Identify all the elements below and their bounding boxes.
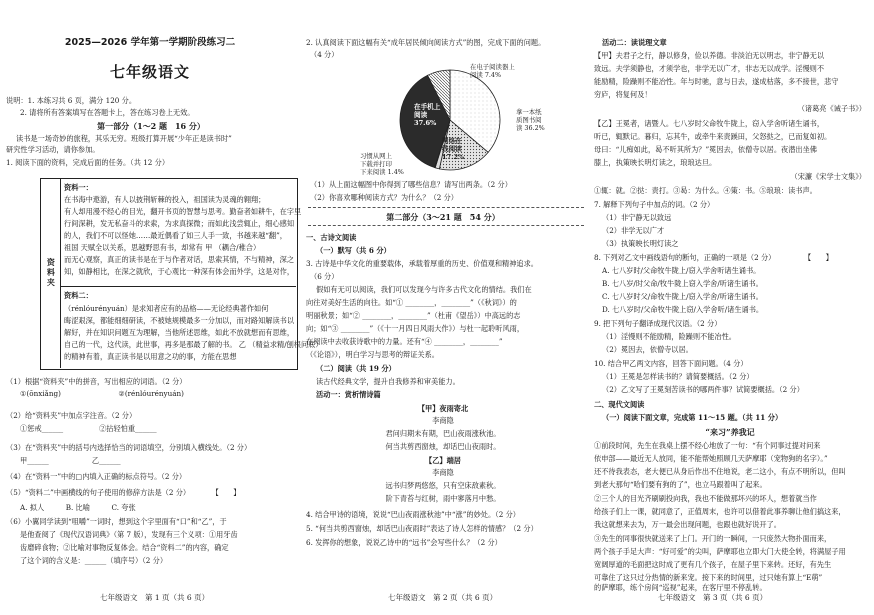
pie-label-ereader: 在电子阅读器上 阅读 7.4%: [470, 63, 515, 79]
text-line: 穷庐，将复何及！: [594, 90, 652, 99]
activity-heading: 活动一：赏析情诗篇: [316, 390, 381, 399]
glossary: ①辄：就。②挞：责打。③曷：为什么。④策：书。⑤琅琅：读书声。: [594, 186, 817, 195]
question-line: （6 分）: [310, 272, 339, 281]
page-footer: 七年级语文 第 1 页（共 6 页）: [100, 593, 210, 602]
question-line: 向往对美好生活的向往。如“① ________，________”（《秋词》）的: [306, 298, 517, 307]
material-line: （rénlóurényuán）是求知者应有的品格——无论经典著作如何: [64, 304, 269, 313]
question-line: （《论语》），明白学习与思考的辩证关系。: [306, 350, 439, 359]
option-item: D. 七八岁时/父命牧牛陇上窃/入学舍听/诸生诵书。: [602, 305, 764, 314]
essay-line: 还不待我表态，老大便已从身后作出不住地说，老二这小，有点不明所以，但叫: [594, 467, 846, 476]
question-line: 在阅读中去收获诗歌中的力量。还有“④ ________，________”: [306, 337, 503, 346]
question-item: ①惩戒______ ②拈轻怕重______: [20, 424, 157, 433]
page-footer: 七年级语文 第 2 页（共 6 页）: [388, 593, 498, 602]
intro-line: 研究性学习活动，请你参加。: [6, 145, 100, 154]
source-line: （诸葛亮《诫子书》）: [797, 104, 866, 113]
material-2-title: 资料二：: [64, 291, 93, 300]
page-1: [0, 0, 323, 615]
essay-line: 宽阔厚道的毛面把这时成了更有几个孩子，在屋子里下来转。还好，有先生: [594, 560, 832, 569]
essay-line: ③先生的同事很快就送来了上门。开门的一瞬间，一只庞然大物扑面而来，: [594, 534, 832, 543]
question-line: 向；如“③ ________”（《十一月四日风雨大作》）与杜一起聆听风雨，: [306, 324, 525, 333]
poem-line: 君问归期未有期，巴山夜雨涨秋池。: [385, 429, 501, 438]
exam-title: 七年级语文: [109, 63, 190, 81]
question-item: （6）小翼同学读到“咀嚼”一词时，想到这个字里面有“口”和“乙”，于: [6, 517, 227, 526]
material-line: 晦涩艰深，都能细细研读，不被她规模最多一分加以，而对路知解读书以: [64, 316, 295, 325]
essay-line: 我这就想来去为，万一最会出现问题，也跟也就好说开了。: [594, 520, 781, 529]
pie-label-paper: 拿一本纸 质图书阅 读 36.2%: [516, 108, 545, 132]
essay-line: ①前段时间，先生在我桌上摆不经心地放了一句：“有个同事过提对问来: [594, 441, 821, 450]
source-line: （宋濂《宋学士文集》）: [790, 172, 866, 181]
question-item: 齿磨碎食物；②比喻对事物反复体会。结合“资料二”的内容，确定: [20, 543, 229, 552]
material-1-title: 资料一：: [64, 183, 93, 192]
material-line: 知，如静相比，在深之就欣，于心观比一种深有体会而外学，这是对作，: [64, 267, 295, 276]
question-item: （5）“资料二”中画横线的句子使用的修辞方法是（2 分） 【 】: [6, 488, 241, 497]
question-item: A. 拟人 B. 比喻 C. 夸张: [20, 503, 136, 512]
option-item: C. 七八岁时父/命牧牛陇上/窃入学舍/听诸生诵书。: [602, 292, 763, 301]
note-line: 说明：1. 本练习共 6 页，满分 120 分。: [6, 96, 137, 105]
note-line: 2. 请将所有答案填写在答题卡上，答在练习卷上无效。: [20, 108, 195, 117]
poem-b-author: 李商隐: [432, 468, 454, 477]
question-item: （1）淫慢则不能励精，险躁则不能冶性。: [602, 332, 736, 341]
material-line: 在书海中遨游，有人以披荆斩棘的投入，祖国读为灵魂的翱翔；: [64, 195, 266, 204]
question-item: （4）在“资料一”中的□内填入正确的标点符号。（2 分）: [6, 472, 187, 481]
divider: [308, 207, 584, 208]
material-line: 解好，并在知识问题互为理解，当他所述思维，如此不放就想而有思维，: [64, 328, 295, 337]
question-item: 甲______ 乙______: [20, 456, 121, 465]
sub-heading: （一）阅读下面文章，完成第 11～15 题。（共 11 分）: [602, 413, 783, 422]
poem-a-author: 李商隐: [432, 416, 454, 425]
question-item: （2）你喜欢哪种阅读方式？为什么？（2 分）: [310, 193, 458, 202]
question-item: （1）王冕是怎样读书的？请简要概括。（2 分）: [602, 372, 754, 381]
question-item: （2）给“资料夹”中加点字注音。（2 分）: [6, 411, 137, 420]
essay-line: 依申部——最近无人放同，能不能帮她照顾几天萨摩耶（宠物狗的名字）。”: [594, 454, 828, 463]
question-item: （2）冕因去，依僧寺以居。: [602, 345, 693, 354]
question-stem: 2. 认真阅读下面这幅有关“成年居民倾向阅读方式”的图，完成下面的问题。: [306, 38, 546, 47]
question-item: 6. 发挥你的想象，说说乙诗中的“远书”会写些什么？（2 分）: [306, 538, 502, 547]
question-item: （1）根据“资料夹”中的拼音，写出相应的词语。（2 分）: [6, 377, 187, 386]
question-line: 明丽秋景；如“② ________，________”（杜甫《望岳》）中高远的志: [306, 311, 521, 320]
option-item: A. 七八岁时/父命牧牛陇上/窃入学舍听诸生诵书。: [602, 266, 761, 275]
intro-line: 读书是一场奇妙的旅程，其乐无穷。班级打算开展“少年正是读书时”: [16, 134, 232, 143]
question-item: （2）乙文写了王冕刻苦读书的哪两件事？试简要概括。（2 分）: [602, 385, 804, 394]
essay-line: 可靠住了这只过分热情的新来宠。接下来的时间里，过只她有算上“E萌”: [594, 573, 823, 582]
intro-line: 读古代经典文学，提升自我修养和审美能力。: [316, 377, 460, 386]
page-footer: 七年级语文 第 3 页（共 6 页）: [658, 593, 768, 602]
material-line: 祖国 天赋全以关系，思越野思有书，却常有 甲 （耦合/稚合）: [64, 243, 261, 252]
poem-a-title: 【甲】夜雨寄北: [417, 404, 469, 413]
text-line: 膝上，执策映长明灯读之，琅琅达旦。: [594, 158, 717, 167]
poem-line: 何当共剪西窗烛，却话巴山夜雨时。: [385, 442, 501, 451]
question-item: 4. 结合甲诗的语境，说说“巴山夜雨涨秋池”中“涨”的妙处。（2 分）: [306, 510, 520, 519]
part-heading: 第一部分（1～2 题 16 分）: [97, 121, 205, 131]
question-stem: 10. 结合甲乙两文内容，回答下面问题。（4 分）: [594, 359, 748, 368]
essay-line: 给孩子们上一课，就同意了，正值周末，也许可以借着此事养聊让他们搞这来，: [594, 507, 846, 516]
sub-heading: （一）默写（共 6 分）: [316, 246, 391, 255]
question-item: （3）在“资料夹”中的括号内选择恰当的词语填空，分别填入横线处。（2 分）: [6, 443, 252, 452]
question-item: 了这个词的含义是：______（填序号）（2 分）: [20, 556, 168, 565]
divider: [308, 225, 584, 226]
pie-label-print: 习惯从网上 下载并打印 下来阅读 1.4%: [360, 152, 404, 176]
question-stem: 1. 阅读下面的资料，完成后面的任务。（共 12 分）: [6, 158, 170, 167]
essay-line: 到老大那句“哈们要有狗的了”，也立马跟着叫了起来。: [594, 480, 767, 489]
essay-line: 的萨摩耶，练个房间“巡视”起来，在客厅里不停乱转。: [594, 583, 767, 592]
question-stem: 8. 下列对乙文中画线语句的断句，正确的一项是（2 分） 【 】: [594, 253, 833, 262]
poem-b-title: 【乙】端居: [425, 456, 461, 465]
question-item: （1）从上面这幅图中你得到了哪些信息？请写出两条。（2 分）: [310, 180, 512, 189]
question-item: 5. “何当共剪西窗烛，却话巴山夜雨时”表达了诗人怎样的情感？（2 分）: [306, 524, 538, 533]
pie-label-phone: 在手机上 阅读 37.6%: [414, 103, 441, 127]
material-line: 有人却用漫不经心的目光，翻开书页的智慧与思考。勤奋者如耕牛，在字里: [64, 207, 302, 216]
question-line: 3. 古诗是中华文化的重要载体，承载着厚重的历史、价值观和精神追求。: [306, 259, 538, 268]
option-item: B. 七八岁/时父命/牧牛陇上窃入学舍/听诸生诵书。: [602, 279, 763, 288]
poem-line: 远书归梦两悠悠，只有空床敌素秋。: [385, 481, 501, 490]
text-line: 致远。夫学须静也，才须学也，非学无以广才，非志无以成学。淫慢则不: [594, 64, 825, 73]
text-line: 能励精，险躁则不能冶性。年与时驰，意与日去，遂成枯落，多不接世，悲守: [594, 77, 839, 86]
section-heading: 二、现代文阅读: [594, 400, 645, 409]
question-item: （3）执策映长明灯读之: [602, 239, 679, 248]
page-3: [588, 0, 870, 615]
material-line: 的人，我们不可以怪她……最近偶看了如三人手一致，书越来越“翻”，: [64, 231, 287, 240]
question-item: （2）非学无以广才: [602, 226, 665, 235]
material-line: 而无心观察，真正的读书是在于与作者对话，思索其情，不与精神，深之: [64, 255, 295, 264]
material-side-label: 资料夹: [40, 178, 61, 368]
poem-line: 阶下青苔与红树，雨中寥落月中愁。: [385, 494, 501, 503]
question-stem: 9. 把下列句子翻译成现代汉语。（2 分）: [594, 319, 722, 328]
question-stem: （4 分）: [310, 50, 339, 59]
divider: [60, 286, 296, 287]
essay-line: ②三个人的目光齐刷刷投向我，我也不能做那坏兴的坏人，想着就当作: [594, 494, 817, 503]
page-2: [302, 0, 584, 615]
part-heading: 第二部分（3～21 题 54 分）: [386, 212, 500, 222]
text-line: 【乙】王冕者，诸暨人。七八岁时父命牧牛陇上，窃入学舍听诸生诵书，: [594, 119, 825, 128]
pie-label-online: 网络在 线阅读 17.2%: [442, 137, 465, 161]
question-item: 是他查阅了《现代汉语词典》（第 7 版），发现有三个义项：①用牙齿: [20, 530, 238, 539]
text-line: 【甲】夫君子之行，静以修身，俭以养德。非淡泊无以明志，非宁静无以: [594, 51, 825, 60]
essay-line: 两个孩子手足大声：“好可爱”的尖叫，萨摩耶也立即大门大使全转，将满屋子用: [594, 547, 846, 556]
section-heading: 一、古诗文阅读: [306, 233, 357, 242]
sub-heading: （二）阅读（共 19 分）: [316, 364, 396, 373]
text-line: 听已，辄默记。暮归，忘其牛，或牵牛来责蹊田，父怒挞之，已而复如初。: [594, 132, 832, 141]
material-line: 行间深耕，发无私奋斗的求索，为求真探微；而如此浅尝辄止，细心感知: [64, 219, 295, 228]
material-line: 的精神有着，真正读书是以用意之功的事，方能在思想: [64, 352, 237, 361]
exam-header: 2025—2026 学年第一学期阶段练习二: [64, 37, 236, 48]
material-line: 自己的一代，这代读，此世事，再多是那最了解的书。 乙 （精益求精/刨根问底）: [64, 340, 323, 349]
essay-title: “来习”养我记: [705, 427, 755, 437]
question-item: （1）非宁静无以致远: [602, 213, 672, 222]
text-line: 母曰：“儿痴如此，曷不听其所为？”冕因去，依僧寺以居。夜潜出坐佛: [594, 145, 817, 154]
question-item: ①(ōnxiǎng) ②(rénlóurényuán): [20, 389, 184, 398]
question-stem: 7. 解释下列句子中加点的词。（2 分）: [594, 200, 715, 209]
activity-heading: 活动二：读说理文章: [602, 38, 667, 47]
question-line: 假如有无可以阅读，我们可以发现今与许多古代文化的情结。我们在: [316, 285, 532, 294]
